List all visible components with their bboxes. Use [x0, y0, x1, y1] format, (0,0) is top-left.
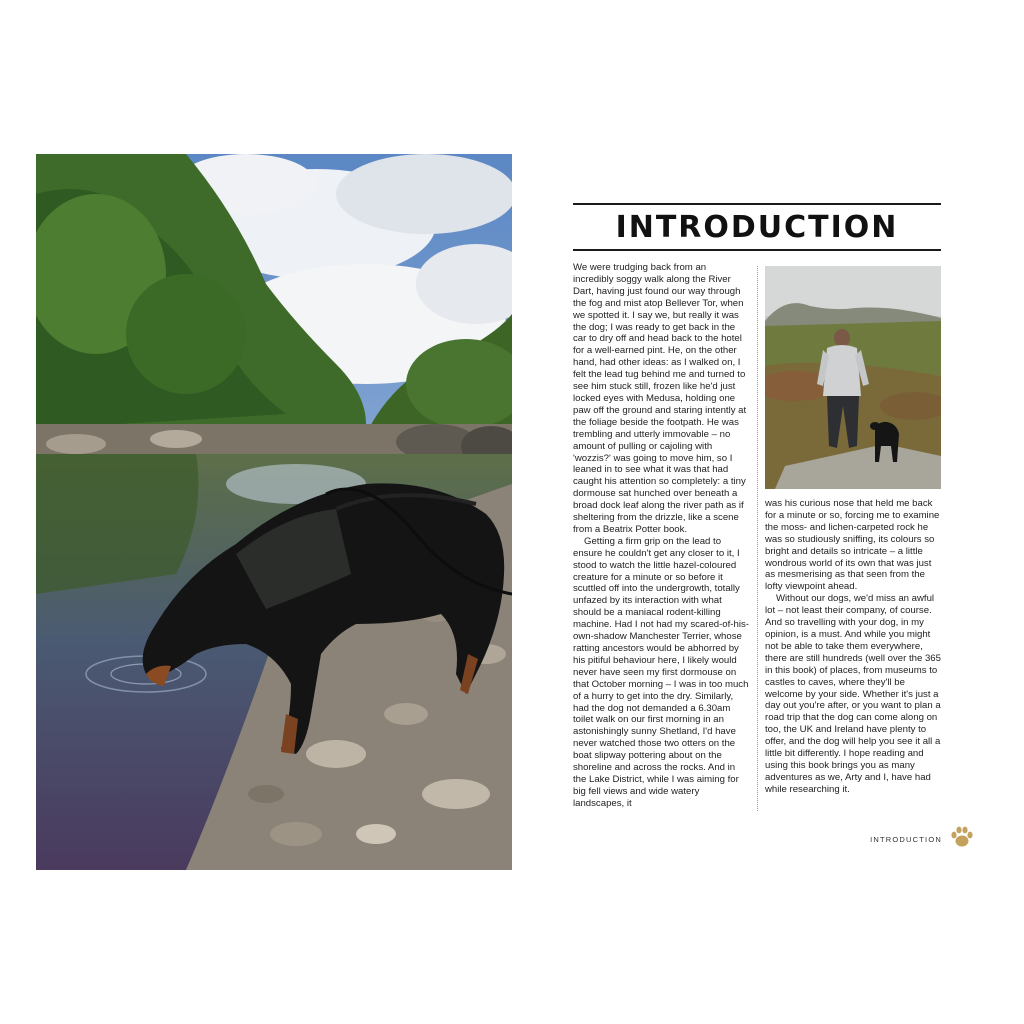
- paragraph: Getting a firm grip on the lead to ensure he couldn't get any closer to it, I stood to watch the little hazel-coloured creature for a minute or so before it scuttled off into the undergrowth, totally unfazed by its interaction with what should be a maniacal rodent-killing machine. Had I not had my scared-of-his-own-shadow Manchester Terrier, whose ratting ancestors would be abhorred by his pitiful behaviour here, I likely would never have seen my first dormouse on that October morning – I was in too much of a hurry to get into the dry. Similarly, had the dog not demanded a 6.30am toilet walk on our first morning in an astonishingly sunny Shetland, I'd have never watched those two otters on the boat slipway pottering about on the shoreline and across the rocks. And in the Lake District, while I was aiming for big fell views and wide watery landscapes, it: [573, 535, 749, 809]
- heading-top-rule: [573, 203, 941, 205]
- running-footer: INTRODUCTION: [870, 835, 942, 844]
- paragraph: was his curious nose that held me back for a minute or so, forcing me to examine the moss- and lichen-carpeted rock he was so studiously sniffing, its colours so bright and details so intricate – a little wondrous world of its own that was just as mesmerising as that seen from the lofty viewpoint ahead.: [765, 498, 940, 593]
- paw-print-icon: [949, 824, 975, 850]
- paragraph: We were trudging back from an incredibly soggy walk along the River Dart, having just found our way through the fog and mist atop Bellever Tor, when we spotted it. I say we, but really it was the dog; I was ready to get back in the car to dry off and head back to the hotel for a well-earned pint. He, on the other hand, had other ideas: as I walked on, I felt the lead tug behind me and turned to see him stuck still, frozen like he'd just locked eyes with Medusa, holding one paw off the ground and staring intently at the foliage beside the footpath. He was trembling and utterly immovable – no amount of pulling or cajoling with 'wozzis?' was going to move him, so I leaned in to see what it was that had caught his attention so completely: a tiny dormouse sat hunched over beneath a broad dock leaf along the river path as if sheltering from the drizzle, like a scene from a Beatrix Potter book.: [573, 262, 747, 535]
- photo-dog-drinking-river: [36, 154, 512, 870]
- body-column-1: [573, 262, 749, 810]
- column-divider: [757, 266, 758, 811]
- page-title: INTRODUCTION: [615, 210, 899, 245]
- body-column-2: [765, 498, 941, 810]
- photo-person-walking-dog: [765, 266, 941, 489]
- paragraph: Without our dogs, we'd miss an awful lot – not least their company, of course. And so travelling with your dog, in my opinion, is a must. And while you might not be able to take them everywhere, there are still hundreds (well over the 365 in this book) of places, from museums to castles to caves, where they'll be welcome by your side. Whether it's just a day out you're after, or you want to plan a road trip that the dog can come along on too, the UK and Ireland have plenty to offer, and the dog will help you see it all a little bit differently. I hope reading and using this book brings you as many adventures as we, Arty and I, have had while researching it.: [765, 593, 941, 795]
- heading-bottom-rule: [573, 249, 941, 251]
